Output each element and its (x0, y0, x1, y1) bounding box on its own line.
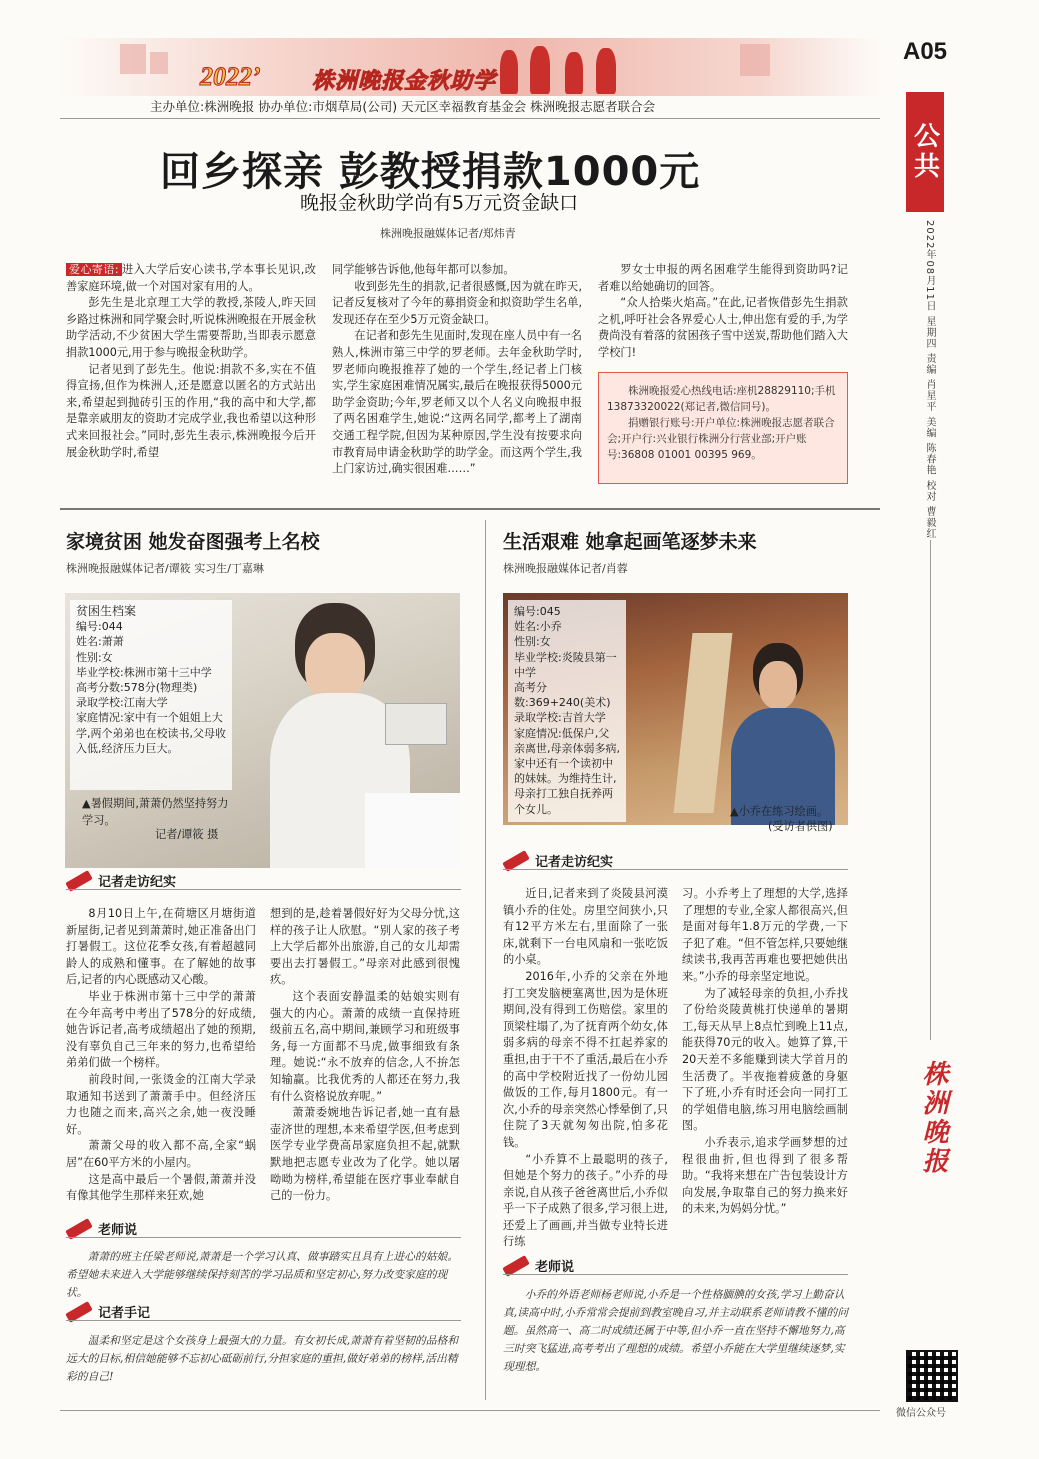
profile-line: 毕业学校:炎陵县第一中学 (514, 650, 617, 679)
kicker-reporter-visit (66, 871, 176, 890)
profile-line: 编号:045 (514, 605, 561, 618)
divider (60, 118, 880, 119)
paragraph: 萧萧委婉地告诉记者,她一直有悬壶济世的理想,本来希望学医,但考虑到医学专业学费高昂家庭负担不起,就默默地把志愿专业改为了化学。她以屠呦呦为榜样,希望能在医疗事业奉献自己的一份力。 (270, 1106, 460, 1203)
story-title: 家境贫困 她发奋图强考上名校 (66, 531, 320, 553)
paragraph: 罗女士申报的两名困难学生能得到资助吗?记者难以给她确切的回答。 (598, 263, 848, 293)
profile-line: 性别:女 (76, 650, 113, 664)
student-silhouette (500, 50, 518, 94)
student-silhouette (596, 48, 616, 94)
hotline-box (598, 372, 848, 484)
bank-account-text: 捐赠银行账号:开户单位:株洲晚报志愿者联合会;开户行:兴业银行株洲分行营业部;开户账号:36808 01001 00395 969。 (607, 417, 835, 461)
profile-line: 性别:女 (514, 635, 551, 649)
date-line: 2022年08月11日 星期四 责编 肖星平 美编 陈春艳 校对 曹毅红 (924, 220, 935, 540)
article-column (66, 262, 316, 461)
paragraph: 为了减轻母亲的负担,小乔找了份给炎陵黄桃打快递单的暑期工,每天从早上8点忙到晚上11点,能获得70元的收入。她算了算,干20天差不多能赚到读大学首月的生活费了。半夜拖着疲惫的身躯下了班,小乔有时还会向一同打工的学姐借电脑,练习用电脑绘画制图。 (682, 986, 848, 1133)
love-message-tag: 爱心寄语: (66, 263, 122, 276)
article-column (682, 886, 848, 1218)
kicker-notes (66, 1302, 150, 1321)
paragraph: 在记者和彭先生见面时,发现在座人员中有一名熟人,株洲市第三中学的罗老师。去年金秋助学时,罗老师向晚报推荐了她的一个学生,经记者上门核实,学生家庭困难情况属实,最后在晚报获得5000元助学金资助;今年,罗老师又以个人名义向晚报申报了两名困难学生,她说:“这两名同学,都考上了湖南交通工程学院,但因为某种原因,学生没有按要求向市教育局申请金秋助学的助学金。而这两个学生,我上门家访过,确实很困难……” (332, 329, 582, 476)
divider (66, 1320, 461, 1321)
byline: 株洲晚报融媒体记者/肖蓉 (503, 562, 628, 575)
paragraph: 进入大学后安心读书,学本事长见识,改善家庭环境,做一个对国对家有用的人。 (66, 263, 316, 293)
section-label: 公共 (909, 122, 940, 182)
photo-figure (365, 793, 460, 868)
profile-heading: 贫困生档案 (76, 604, 137, 618)
photo-credit: (受访者供图) (768, 820, 833, 833)
article-column (332, 262, 582, 478)
page-title: 回乡探亲 彭教授捐款1000元 (160, 149, 701, 195)
paragraph: 这个表面安静温柔的姑娘实则有强大的内心。萧萧的成绩一直保持班级前五名,高中期间,兼顾学习和班级事务,每一方面都不马虎,做事细致有条理。她说:“永不放弃的信念,人不拚怎知输赢。比我优秀的人都还在努力,我有什么资格说放弃呢。” (270, 989, 460, 1103)
paragraph: 记者见到了彭先生。他说:捐款不多,实在不值得宣扬,但作为株洲人,还是愿意以匿名的方式站出来,希望起到抛砖引玉的作用,“我的高中和大学,都是靠亲戚朋友的资助才完成学业,我也希望以这种形式来回报社会。”同时,彭先生表示,株洲晚报今后开展金秋助学时,希望 (66, 362, 316, 459)
skyline-decoration (120, 44, 146, 74)
kicker-teacher (503, 1256, 574, 1275)
photo-credit: 记者/谭筱 摄 (155, 828, 219, 841)
paragraph: 前段时间,一张烫金的江南大学录取通知书送到了萧萧手中。但经济压力也随之而来,高兴之余,她一夜没睡好。 (66, 1072, 256, 1136)
kicker-label: 记者手记 (98, 1306, 151, 1321)
student-profile-card (508, 600, 626, 822)
hotline-text: 株洲晚报爱心热线电话:座机28829110;手机13873320022(郑记者,微信同号)。 (607, 385, 836, 413)
paragraph: 8月10日上午,在荷塘区月塘街道新屋街,记者见到萧萧时,她正准备出门打暑假工。这位花季女孩,有着超越同龄人的成熟和懂事。在了解她的故事后,记者的内心既感动又心酸。 (66, 907, 256, 987)
page-number: A05 (903, 38, 948, 65)
student-profile-card (70, 600, 232, 790)
masthead-logo: 株洲晚报 (918, 1060, 948, 1176)
paragraph: 2016年,小乔的父亲在外地打工突发脑梗塞离世,因为是休班期间,没有得到工伤赔偿。家里的顶梁柱塌了,为了抚育两个幼女,体弱多病的母亲不得不扛起养家的重担,由于干不了重活,最后在小乔的高中学校附近找了一份幼儿园做饭的工作,每月1800元。有一次,小乔的母亲突然心悸晕倒了,只住院了3天就匆匆出院,怕多花钱。 (503, 969, 668, 1149)
profile-line: 毕业学校:株洲市第十三中学 (76, 665, 212, 679)
profile-line: 录取学校:吉首大学 (514, 711, 606, 725)
profile-line: 高考分数:578分(物理类) (76, 681, 198, 695)
story-title: 生活艰难 她拿起画笔逐梦未来 (503, 531, 757, 553)
teacher-comment: 萧萧的班主任梁老师说,萧萧是一个学习认真、做事踏实且具有上进心的姑娘。希望她未来进入大学能够继续保持刻苦的学习品质和坚定初心,努力改变家庭的现状。 (66, 1250, 459, 1299)
section-tag (906, 92, 944, 212)
divider (503, 1274, 848, 1275)
paragraph: 收到彭先生的捐款,记者很感慨,因为就在昨天,记者反复核对了今年的募捐资金和拟资助学生名单,发现还存在至少5万元资金缺口。 (332, 279, 582, 326)
student-silhouette (530, 46, 550, 94)
profile-line: 家庭情况:家中有一个姐姐上大学,两个弟弟也在校读书,父母收入低,经济压力巨大。 (76, 711, 226, 755)
qr-label: 微信公众号 (896, 1408, 946, 1419)
photo-figure (385, 703, 447, 745)
profile-line: 家庭情况:低保户,父亲离世,母亲体弱多病,家中还有一个读初中的妹妹。为维持生计,母亲打工独自抚养两个女儿。 (514, 726, 620, 816)
byline: 株洲晚报融媒体记者/谭筱 实习生/丁嘉琳 (66, 562, 264, 575)
paragraph: 毕业于株洲市第十三中学的萧萧在今年高考中考出了578分的好成绩,她告诉记者,高考成绩超出了她的预期,没有辜负自己三年来的努力,也希望给弟弟们做一个榜样。 (66, 989, 256, 1070)
paragraph: 这是高中最后一个暑假,萧萧并没有像其他学生那样来狂欢,她 (66, 1172, 256, 1203)
skyline-decoration (150, 52, 168, 74)
profile-line: 编号:044 (76, 620, 123, 634)
profile-line: 录取学校:江南大学 (76, 696, 168, 710)
kicker-label: 记者走访纪实 (98, 875, 177, 890)
column-divider (485, 520, 486, 1400)
kicker-reporter-visit (503, 851, 613, 870)
article-column (270, 906, 460, 1205)
profile-line: 高考分数:369+240(美术) (514, 681, 611, 710)
paragraph: 彭先生是北京理工大学的教授,茶陵人,昨天回乡路过株洲和同学聚会时,听说株洲晚报在开展金秋助学活动,不少贫困大学生需要帮助,当即表示愿意捐款1000元,用于参与晚报金秋助学。 (66, 296, 316, 359)
kicker-label: 记者走访纪实 (535, 855, 614, 870)
paragraph: 近日,记者来到了炎陵县河漠镇小乔的住处。房里空间狭小,只有12平方米左右,里面除了一张床,就剩下一台电风扇和一张吃饭的小桌。 (503, 887, 668, 967)
photo-caption: ▲小乔在练习绘画。 (730, 805, 829, 818)
subheadline: 晚报金秋助学尚有5万元资金缺口 (300, 192, 579, 214)
article-column (66, 906, 256, 1205)
student-silhouette (565, 52, 583, 94)
kicker-teacher (66, 1219, 137, 1238)
reporter-notes: 温柔和坚定是这个女孩身上最强大的力量。有女初长成,萧萧有着坚韧的品格和远大的目标,相信她能够不忘初心砥砺前行,分担家庭的重担,做好弟弟的榜样,活出精彩的自己! (66, 1334, 459, 1383)
paragraph: 同学能够告诉他,他每年都可以参加。 (332, 263, 515, 276)
paragraph: 习。小乔考上了理想的大学,选择了理想的专业,全家人都很高兴,但是面对每年1.8万元的学费,一下子犯了难。“但不管怎样,只要她继续读书,我再苦再难也要把她供出来。”小乔的母亲坚定地说。 (682, 887, 848, 983)
kicker-label: 老师说 (535, 1260, 575, 1275)
paragraph: 小乔表示,追求学画梦想的过程很曲折,但也得到了很多帮助。“我将来想在广告包装设计方向发展,争取靠自己的努力换来好的未来,为妈妈分忧。” (682, 1135, 848, 1216)
profile-line: 姓名:小乔 (514, 620, 562, 634)
divider (66, 1237, 461, 1238)
divider (503, 869, 848, 870)
bottom-rule (60, 1410, 880, 1411)
divider (930, 540, 931, 1040)
byline: 株洲晚报融媒体记者/郑炜青 (380, 227, 516, 240)
banner-year: 2022’ (200, 62, 261, 91)
profile-line: 姓名:萧萧 (76, 635, 124, 649)
divider (66, 889, 461, 890)
paragraph: “众人拾柴火焰高。”在此,记者恢借彭先生捐款之机,呼吁社会各界爱心人士,伸出您有爱的手,为学费尚没有着落的贫困孩子雪中送炭,帮助他们踏入大学校门! (598, 296, 848, 359)
paragraph: “小乔算不上最聪明的孩子,但她是个努力的孩子。”小乔的母亲说,自从孩子爸爸离世后,小乔似乎一下子成熟了很多,学习很上进,还爱上了画画,并当做专业特长进行练 (503, 1152, 668, 1249)
paragraph: 萧萧父母的收入都不高,全家“蜗居”在60平方米的小屋内。 (66, 1139, 256, 1169)
sponsor-line: 主办单位:株洲晚报 协办单位:市烟草局(公司) 天元区幸福教育基金会 株洲晚报志愿者联合会 (150, 99, 656, 114)
photo-figure (759, 661, 797, 709)
article-column (598, 262, 848, 362)
skyline-decoration (740, 44, 770, 76)
teacher-comment: 小乔的外语老师杨老师说,小乔是一个性格腼腆的女孩,学习上勤奋认真,读高中时,小乔常常会提前到教室晚自习,并主动联系老师请教不懂的问题。虽然高一、高二时成绩还属于中等,但小乔一直在坚持不懈地努力,高三时突飞猛进,高考考出了理想的成绩。希望小乔能在大学里继续逐梦,实现理想。 (503, 1288, 848, 1373)
paragraph: 想到的是,趁着暑假好好为父母分忧,这样的孩子让人欣慰。“别人家的孩子考上大学后都外出旅游,自己的女儿却需要出去打暑假工。”母亲对此感到很愧疚。 (270, 907, 460, 987)
qr-code-icon[interactable] (906, 1350, 958, 1402)
kicker-label: 老师说 (98, 1223, 138, 1238)
article-column (503, 886, 668, 1251)
divider (60, 508, 880, 510)
photo-caption: ▲暑假期间,萧萧仍然坚持努力学习。 (82, 797, 229, 827)
banner-title: 株洲晚报金秋助学 (312, 69, 497, 94)
photo-figure (674, 633, 733, 813)
